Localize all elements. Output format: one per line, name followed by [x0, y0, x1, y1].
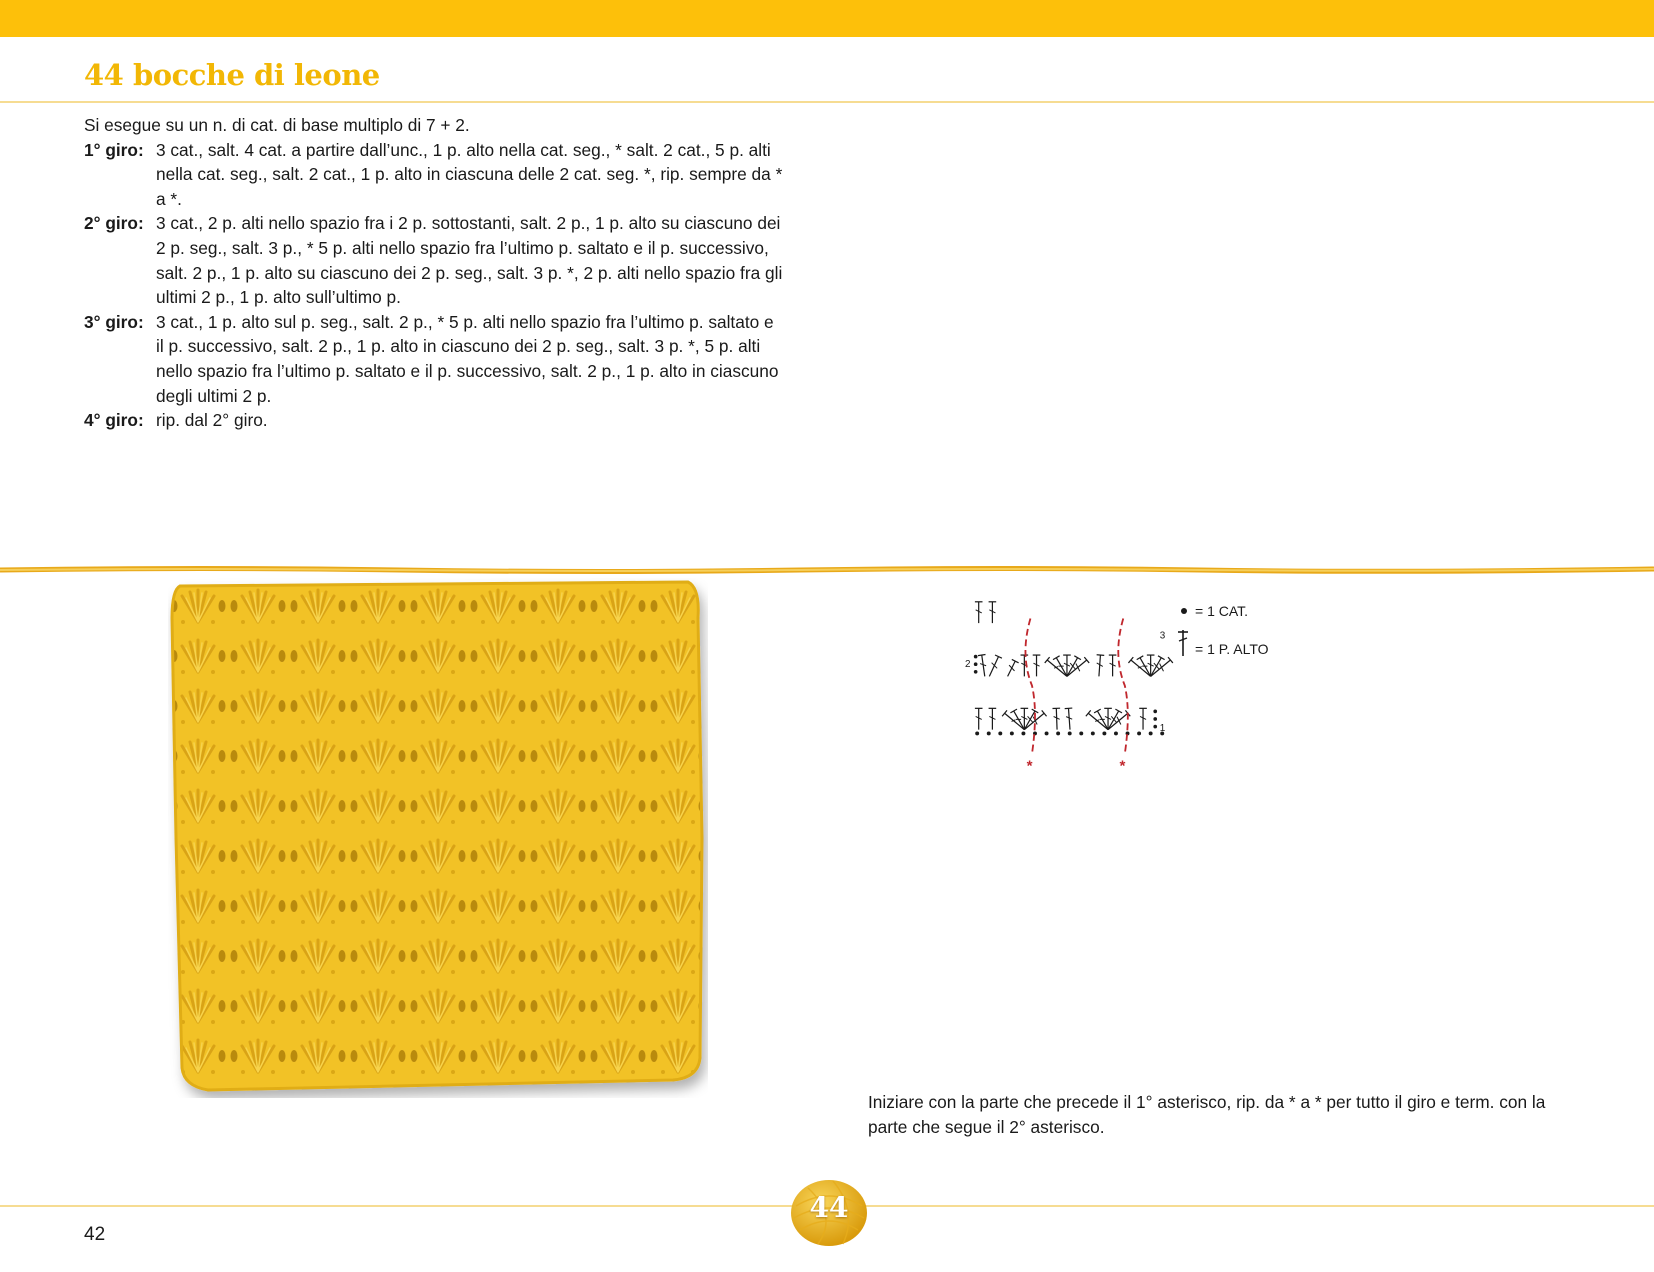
row-label: 1° giro: [84, 139, 144, 160]
row-number: 2 [965, 659, 971, 671]
chain-dot [974, 655, 978, 659]
chain-dot [1045, 731, 1049, 735]
chain-dot [1114, 731, 1118, 735]
double-crochet-top [1094, 709, 1101, 713]
chain-dot [1068, 731, 1072, 735]
double-crochet-top [978, 655, 986, 656]
double-crochet-symbol [1131, 660, 1151, 676]
double-crochet-top [1010, 709, 1017, 713]
crochet-swatch-image [168, 578, 708, 1098]
chain-dot [974, 662, 978, 666]
double-crochet-top [1115, 709, 1122, 713]
double-crochet-symbol [1151, 660, 1171, 676]
row-label: 2° giro: [84, 213, 144, 234]
chain-dot [1153, 710, 1157, 714]
chain-dot [1149, 731, 1153, 735]
double-crochet-icon [1176, 628, 1190, 658]
double-crochet-top [1053, 656, 1060, 660]
pattern-number-badge: 44 [809, 1191, 849, 1224]
stitch-diagram [860, 598, 1280, 773]
double-crochet-symbol [1108, 713, 1128, 729]
double-crochet-bar [1076, 664, 1080, 672]
chain-dot [1102, 731, 1106, 735]
row-number: 3 [1159, 630, 1166, 642]
row-text: 3 cat., salt. 4 cat. a partire dall’unc., 1 p. alto nella cat. seg., * salt. 2 cat., 5 p. alti nella cat. seg., salt. 2 cat., 1 p. alto in ciascuna delle 2 cat. seg. *, rip. sempre da * a *. [156, 139, 783, 209]
double-crochet-bar [1009, 665, 1014, 671]
chain-dot [974, 670, 978, 674]
row-label: 4° giro: [84, 410, 144, 431]
instructions-intro: Si esegue su un n. di cat. di base multiplo di 7 + 2. [84, 115, 470, 135]
legend-chain-label: = 1 CAT. [1195, 603, 1249, 619]
yarn-strand-image [0, 565, 1654, 575]
double-crochet-top [1065, 708, 1073, 709]
chain-dot [1153, 725, 1157, 729]
double-crochet-top [1137, 656, 1144, 660]
double-crochet-bar [1160, 664, 1164, 672]
instructions-block [84, 113, 784, 433]
double-crochet-symbol [1008, 661, 1016, 676]
double-crochet-symbol [1005, 713, 1025, 729]
row-text: rip. dal 2° giro. [156, 410, 268, 431]
double-crochet-symbol [1056, 708, 1057, 729]
chain-dot [987, 731, 991, 735]
row-text: 3 cat., 1 p. alto sul p. seg., salt. 2 p., * 5 p. alti nello spazio fra l’ultimo p. saltato e il p. successivo, salt. 2 p., 1 p. alto in ciascuno dei 2 p. seg., salt. 3 p. *, 5 p. alti nello spazio fra l’ultimo p. saltato e il p. successivo, salt. 2 p., 1 p. alto in ciascuno degli ultimi 2 p. [156, 311, 779, 406]
instruction-row-1 [84, 138, 784, 212]
title-divider [0, 101, 1654, 103]
chain-dot [1010, 731, 1014, 735]
repeat-marker-asterisk: * [1026, 757, 1033, 773]
instruction-row-4 [84, 408, 784, 433]
double-crochet-symbol [982, 655, 985, 676]
chain-dot [1056, 731, 1060, 735]
top-accent-bar [0, 0, 1654, 37]
double-crochet-symbol [1067, 658, 1078, 677]
chain-dot [975, 731, 979, 735]
chain-dot [998, 731, 1002, 735]
double-crochet-top [1074, 656, 1081, 660]
double-crochet-top [1158, 656, 1165, 660]
chain-dot [1079, 731, 1083, 735]
row-text: 3 cat., 2 p. alti nello spazio fra i 2 p. sottostanti, salt. 2 p., 1 p. alto su ciascuno dei 2 p. seg., salt. 3 p., * 5 p. alti nello spazio fra l’ultimo p. saltato e il p. successivo, salt. 2 p., 1 p. alto su ciascuno dei 2 p. seg., salt. 3 p. *, 2 p. alti nello spazio fra gli ultimi 2 p., 1 p. alto sull’ultimo p. [156, 213, 783, 308]
double-crochet-symbol [1108, 711, 1119, 730]
page-number: 42 [84, 1224, 106, 1245]
chain-dot [1137, 731, 1141, 735]
row-number: 1 [1159, 723, 1166, 735]
instruction-row-2 [84, 211, 784, 309]
chain-dot [1091, 731, 1095, 735]
double-crochet-symbol [1088, 713, 1108, 729]
double-crochet-bar [992, 663, 998, 669]
double-crochet-symbol [989, 657, 998, 677]
double-crochet-symbol [1067, 660, 1087, 676]
diagram-note: Iniziare con la parte che precede il 1° asterisco, rip. da * a * per tutto il giro e term. con la parte che segue il 2° asterisco. [868, 1092, 1546, 1137]
instruction-row-3 [84, 310, 784, 408]
double-crochet-symbol [1099, 655, 1101, 676]
chain-dot [1021, 731, 1025, 735]
page-title: 44 bocche di leone [84, 58, 380, 92]
double-crochet-symbol [1024, 711, 1035, 730]
legend-double-crochet-label: = 1 P. ALTO [1195, 641, 1269, 657]
double-crochet-bar [1117, 717, 1121, 725]
double-crochet-symbol [1151, 658, 1162, 677]
double-crochet-symbol [1068, 708, 1070, 729]
chain-dot-icon [1179, 606, 1189, 616]
chain-dot [1153, 717, 1157, 721]
row-label: 3° giro: [84, 311, 144, 332]
double-crochet-top [1032, 709, 1039, 713]
double-crochet-top [1097, 655, 1105, 656]
double-crochet-symbol [1047, 660, 1067, 676]
repeat-marker-asterisk: * [1119, 757, 1126, 773]
